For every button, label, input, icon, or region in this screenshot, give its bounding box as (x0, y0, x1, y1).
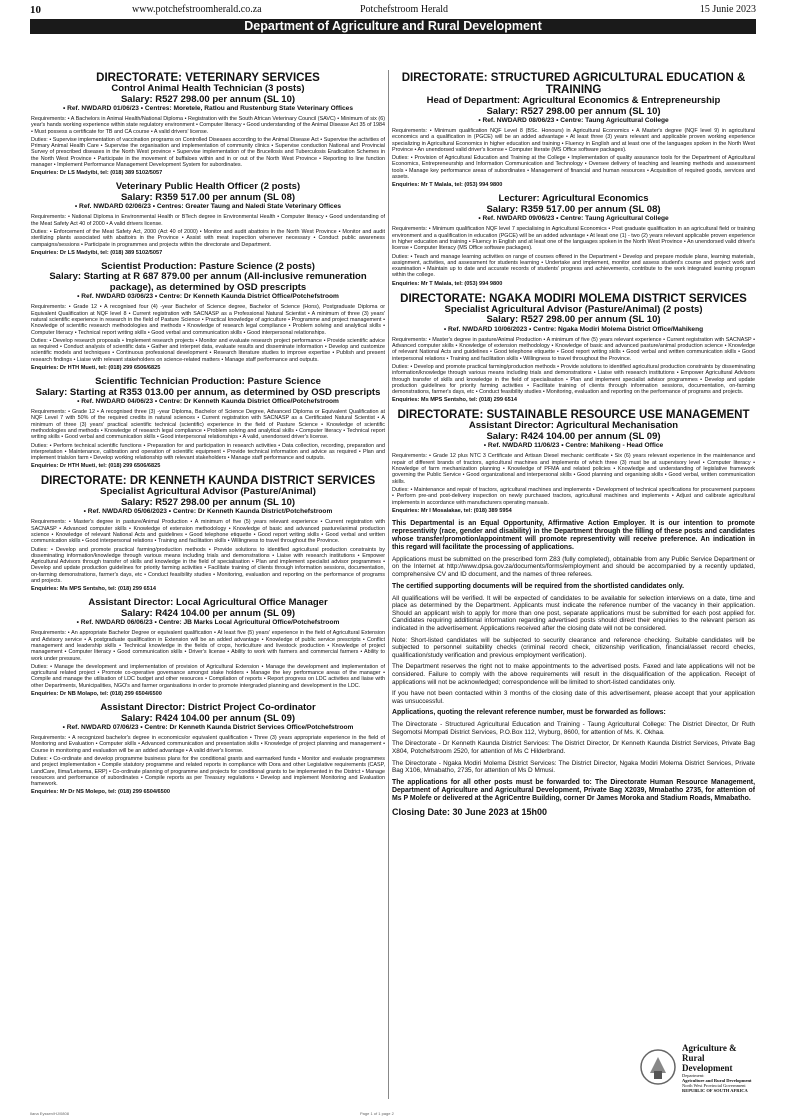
requirements: Requirements: • Minimum qualification NQF Level 8 (BSc. Honours) in Agricultural Economics • A Master's degree (NQF level 9) in agricultural economics and a qualification in (PGCE) will be an added advantage • At least three (3) years relevant and applicable proven working experience specializing in Agricultural Economics in higher education and training • Fluency in English and at least one of the languages spoken in the North West Province • An unendorsed valid driver's license • Computer literate (MS Office software packages). (392, 128, 755, 153)
page-number: 10 (30, 4, 41, 16)
right-column (392, 72, 755, 1101)
notice-paragraph: This Departmental is an Equal Opportunity, Affirmative Action Employer. It is our intention to promote representivity (race, gender and disability) in the Department through the filling of these posts and candidates whose transfer/promotion/appointment will promote representivity will receive preference. An indication in this regard will facilitate the processing of applications. (392, 519, 755, 551)
salary: Salary: R359 517.00 per annum (SL 08) (120, 191, 296, 203)
page-header (30, 4, 756, 18)
post-title: Control Animal Health Technician (3 posts) (111, 83, 305, 94)
notice-paragraph: Applications must be submitted on the prescribed form Z83 (fully completed), obtainable from any Public Service Department or on the Internet at http://www.dpsa.gov.za/documents/forms/employment and should be accompanied by a recently updated, comprehensive CV and ID document, and the names of three referees. (392, 555, 755, 578)
duties: Duties: • Perform technical scientific functions • Preparation for and participation in research activities • Data collection, recording, preparation and interpretation • Maintenance, calibration and operation of scientific equipment • Provide technical information and advice as required • Plan and implement trials/on farm • Develop working relationship with relevant stakeholders • Manage staff performance and outputs. (31, 442, 385, 462)
notice-paragraph: The Department reserves the right not to make appointments to the advertised posts. Faxed and late applications will not be considered. Failure to comply with the above requirements will result in the disqualification of the application. Receipt of applications will not be acknowledged; correspondence will be limited to short-listed candidates only. (392, 663, 755, 686)
duties: Duties: • Teach and manage learning activities on range of courses offered in the Department • Develop and prepare module plans, learning materials, assignment, activities, and assessment for students learning • Undertake and implement, monitor and assess student's course and project work and examination • Maintain up to date and accurate records of students' progress and achievements, contribute to the work integrated learning program within the college. (392, 253, 755, 279)
reference: • Ref. NWDARD 05/06/2023 • Centre: Dr Kenneth Kaunda District/Potchefstroom (83, 508, 333, 516)
reference: • Ref. NWDARD 07/06/23 • Centre: Dr Kenneth Kaunda District Services Office/Potchefstroom (62, 724, 354, 732)
requirements: Requirements: • An appropriate Bachelor Degree or equivalent qualification • At least five (5) years' experience in the field of Agricultural Extension and Advisory service • A postgraduate qualification in Extension will be an added advantage • Knowledge of public service prescripts • Conflict management and leadership skills • Technical knowledge in the fields of crops, horticulture and livestock production • Knowledge of project management • Computer literacy • Good communication skills • Driver's license • Ability to work with farmers and commercial farmers • Ability to work under pressure. (31, 630, 385, 662)
reference: • Ref. NWDARD 06/06/23 • Centre: JB Marks Local Agricultural Office/Potchefstroom (76, 619, 340, 627)
notice-paragraph: The Directorate - Ngaka Modiri Molema District Services: The District Director, Ngaka Modiri Molema District Services, Private Bag X106, Mmabatho, 2735, for attention of Ms D Mmusi. (392, 759, 755, 775)
coat-of-arms-icon (638, 1047, 678, 1087)
footer-code: Ilana Eyssen/HJ/0808 (30, 1111, 69, 1116)
reference: • Ref. NWDARD 02/06/23 • Centres: Greater Taung and Naledi State Veterinary Offices (74, 203, 342, 211)
requirements: Requirements: • A recognized bachelor's degree in economics/or equivalent qualification • Three (3) years appropriate experience in the field of Monitoring and Evaluation • Computer skills • Advanced communication and presentation skills • Knowledge of project planning and management • Course in monitoring and evaluation will be an added advantage • A valid driver's license. (31, 735, 385, 754)
job-post (392, 409, 755, 514)
duties: Duties: • Supervise implementation of vaccination programs on Controlled Diseases according to the Animal Disease Act • Supervise the activities of Primary Animal Health Care • Supervise the organisation and implementation of community clinics • Supervise conduction National and Provincial Survey of prescribed diseases in the North West province • Supervise implementation of the Brucellosis and Tuberculosis Eradication Schemes in the North West Province • Participate in the movement of buffaloes within and in or out of the North West Province • Reporting to line function manager • Implement Performance Management Development System for subordinates. (31, 136, 385, 169)
post-title: Assistant Director: Agricultural Mechanisation (468, 420, 679, 432)
reference: • Ref. NWDARD 01/06/23 • Centres: Moretele, Ratlou and Rustenburg State Veterinary Offices (62, 105, 354, 112)
closing-date: Closing Date: 30 June 2023 at 15h00 (392, 806, 548, 817)
requirements: Requirements: • Grade 12 • A recognised four (4) -year Bachelor of Science degree, Bachelor of Science (Hons), Postgraduate Diploma or Equivalent Qualification at NQF level 8 • Current registration with SACNASP as a Professional Natural Scientist • A minimum of three (3) years' natural scientific experience in research in the field of Pasture Science • Practical knowledge of agriculture • Programme and project management • Knowledge of scientific research methodologies and methods • Knowledge of research legal compliance • Problem solving and analytical skills • Computer literacy • Technical report writing skills • Good verbal and communication skills • Good interpersonal relationships. (31, 304, 385, 336)
enquiries: Enquiries: Dr LS Madyibi, tel: (018) 389 5102/5057 (31, 249, 163, 256)
notice-paragraph: The applications for all other posts must be forwarded to: The Directorate Human Resource Management, Department of Agriculture and Agricultural Development, Private Bag X2039, Mmabatho 2735, for attention of Ms P Molefe or delivered at the AgriCentre Building, corner Dr James Moroka and Stadium Roads, Mmabatho. (392, 778, 755, 802)
reference: • Ref. NWDARD 08/06/23 • Centre: Taung Agricultural College (478, 117, 669, 124)
logo-line1: Agriculture & (682, 1043, 737, 1053)
enquiries: Enquiries: Mr T Malala, tel: (053) 994 9800 (392, 280, 503, 287)
paper-name: Potchefstroom Herald (360, 4, 449, 15)
directorate-title: DIRECTORATE: VETERINARY SERVICES (96, 72, 320, 84)
job-post (31, 377, 385, 470)
requirements: Requirements: • A Bachelors in Animal Health/National Diploma • Registration with the South African Veterinary Council (SAVC) • Minimum of six (6) year's hands working experience within state regulatory environment • Computer literacy • Good understanding of the Animal Disease Act 35 of 1984 • Must possess a certificate for TB and CA course • A valid drivers' license. (31, 116, 385, 135)
requirements: Requirements: • National Diploma in Environmental Health or BTech degree in Environmental Health • Computer literacy • Good understanding of the Meat Safety Act 40 of 2000 • A valid drivers license. (31, 214, 385, 227)
notice-paragraph: Note: Short-listed candidates will be subjected to security clearance and reference checking. Suitable candidates will be subjected to personnel suitability checks (criminal record check, citizenship verification, financial/asset record checks, qualification/study verification and previous employment verification). (392, 636, 755, 659)
job-post (392, 194, 755, 287)
salary: Salary: Starting at R353 013.00 per annum, as determined by OSD prescripts (35, 386, 381, 398)
salary: Salary: Starting at R 687 879.00 per annum (All-inclusive remuneration package), as determined by OSD prescripts (49, 271, 367, 293)
requirements: Requirements: • Grade 12 • A recognised three (3) -year Diploma, Bachelor of Science Degree, Advanced Diploma or Equivalent Qualification at NQF Level 7 with 50% of the required credits in natural sciences • Current registration with SACNASP as a Certificated Natural Scientist • A minimum of three (3) years' practical scientific technical (scientific) experience in the field of Pasture Science • Knowledge of scientific methodologies and methods • Knowledge of research legal compliance • Problem solving and analytical skills • Computer literacy • Technical report writing skills • Good verbal and communication skills • Good interpersonal relationships • A valid, unendorsed driver's license. (31, 409, 385, 441)
post-title: Scientific Technician Production: Pasture Science (95, 376, 321, 388)
job-post (392, 293, 755, 405)
logo-line3: Department: (682, 1073, 705, 1078)
job-post (31, 72, 385, 177)
post-title: Veterinary Public Health Officer (2 posts) (115, 181, 301, 193)
salary: Salary: R527 298.00 per annum (SL 10) (486, 105, 661, 117)
notice-paragraph: If you have not been contacted within 3 months of the closing date of this advertisement, please accept that your application was unsuccessful. (392, 690, 755, 705)
enquiries: Enquiries: Mr Dr NS Molepo, tel: (018) 299 6504/6500 (31, 789, 170, 796)
directorate-title: DIRECTORATE: NGAKA MODIRI MOLEMA DISTRICT SERVICES (400, 292, 747, 305)
job-post (31, 475, 385, 593)
left-column (31, 72, 385, 1101)
enquiries: Enquiries: Ms MPS Sentsho, tel: (018) 299 6514 (31, 586, 156, 593)
requirements: Requirements: • Master's degree in pasture/Animal Production • A minimum of five (5) years relevant experience • Current registration with SACNASP • Advanced computer skills • Knowledge of extension methodology • Knowledge of basic and advanced pasture/animal production science • Knowledge of relevant National Acts and guidelines • Good telephone etiquette • Good report writing skills • Good verbal and written communication skills • Good interpersonal relations • Training and facilitation skills • Willingness to travel throughout the Province. (31, 519, 385, 545)
enquiries: Enquiries: Dr HTH Mueti, tel: (018) 299 6506/6825 (31, 463, 161, 470)
post-title: Specialist Agricultural Advisor (Pasture/Animal) (100, 486, 316, 498)
requirements: Requirements: • Minimum qualification NQF level 7 specialising in Agricultural Economics • Post graduate qualification in an agricultural field or training environment and a qualification in education (PGCE) will be an added advantage • At least one (1) - two (2) years relevant applicable proven experience in higher education and training • Fluency in English and at least one of the languages spoken in the North West Province • An unendorsed valid driver's license • Computer literacy (MS Office software packages). (392, 226, 755, 252)
logo-line4: Agriculture and Rural Development (682, 1078, 752, 1083)
requirements: Requirements: • Master's degree in pasture/Animal Production • A minimum of five (5) years relevant experience • Current registration with SACNASP • Advanced computer skills • Knowledge of extension methodology • Knowledge of basic and advanced pasture/animal production science • Knowledge of relevant National Acts and guidelines • Good telephone etiquette • Good report writing skills • Good verbal and written communication skills • Good interpersonal relations • Training and facilitation skills • Willingness to travel throughout the Province. (392, 336, 755, 362)
column-divider (388, 70, 389, 1099)
enquiries: Enquiries: Dr HTH Mueti, tel: (018) 299 6506/6825 (31, 365, 161, 372)
duties: Duties: • Develop and promote practical farming/production methods • Provide solutions to identified agricultural production constraints by disseminating information/knowledge through various means including trials and demonstrations • Liaise with research institutions • Empower Agricultural Advisors through transfer of skills and knowledge in the field of specialisation • Plan and implement specialist advisor programmes • Develop and update production guidelines for priority farming activities • Facilitate training of clients through information sessions, documentation, on-farming demonstrations, farmer's days, etc • Conduct feasibility studies • Monitoring, evaluation and reporting on the performance of programs and projects. (392, 363, 755, 396)
enquiries: Enquiries: Dr NB Molapo, tel: (018) 299 6504/6500 (31, 691, 162, 698)
duties: Duties: • Manage the development and implementation of provision of Agricultural Extension • Manage the development and implementation of agricultural related project • Promote co-operative governance amongst stake holders • Manage the key performance areas of the manager • Compile and manage the utilisation of LDC budget and other resources • Compilation of reports • Report progress on LDC activities and liaise with other Departments, Municipalities, NGO's and farmer organisations in order to promote intergraded planning and development in the LDC. (31, 663, 385, 689)
reference: • Ref. NWDARD 11/06/23 • Centre: Mahikeng - Head Office (483, 442, 664, 450)
department-logo (638, 1043, 756, 1095)
job-post (31, 703, 385, 796)
job-post (31, 598, 385, 698)
issue-date: 15 Junie 2023 (699, 4, 756, 15)
duties: Duties: • Develop and promote practical farming/production methods • Provide solutions to identified agricultural production constraints by disseminating information/knowledge through various means including trials and demonstrations • Liaise with research institutions • Empower Agricultural Advisors through transfer of skills and knowledge in the field of specialisation • Plan and implement specialist advisor programmes • Develop and update production guidelines for priority farming activities • Facilitate training of clients through information sessions, documentation, on-farming demonstrations, farmer's days, etc • Conduct feasibility studies • Monitoring, evaluation and reporting on the performance of programs and projects. (31, 546, 385, 585)
notice-paragraph: The Directorate - Dr Kenneth Kaunda District Services: The District Director, Dr Kenneth Kaunda District Services, Private Bag X804, Potchefstroom 2520, for attention of Ms C Hilderbrand. (392, 740, 755, 756)
salary: Salary: R424 104.00 per annum (SL 09) (120, 712, 296, 724)
duties: Duties: • Co-ordinate and develop programme business plans for the conditional grants and earmarked funds • Monitor and evaluate programmes and project implementation • Compile statutory programme and related reports in compliance with Dora and other Legislative requirements (CASP, LandCare, Ilima/Letsema, ERP) • Co-ordinate planning of programme and projects for conditional grants to be implemented in the District • Manage resources and performance of subordinates • Compile reports as per Treasury regulations • Develop and implement Monitoring and Evaluation framework. (31, 755, 385, 788)
salary: Salary: R359 517.00 per annum (SL 08) (486, 203, 661, 215)
duties: Duties: • Develop research proposals • Implement research projects • Monitor and evaluate research project performance • Provide scientific advice as required • Conduct analysis of scientific data • Gather and interpret data, evaluate results and disseminate information • Develop and customize scientific models and techniques • Continuous professional development • Research literature studies to improve expertise • Publish and present research findings • Liaise with relevant stakeholders on science-related matters • Manage staff performance and outputs. (31, 337, 385, 363)
logo-line5: North West Provincial Government (682, 1083, 746, 1088)
notice-paragraph: All qualifications will be verified. It will be expected of candidates to be available for selection interviews on a date, time and place as determined by the Department. Applicants must indicate the reference number of the vacancy in their application. Should an applicant wish to apply for more than one post, separate applications must be submitted for each post applied for. Candidates requiring additional information regarding advertised posts should direct their enquiries to the relevant person as indicated in the advertisement. Applications received after the closing date will not be considered. (392, 594, 755, 632)
post-title: Head of Department: Agricultural Economics & Entrepreneurship (426, 95, 721, 106)
directorate-title: DIRECTORATE: STRUCTURED AGRICULTURAL EDUCATION & TRAINING (401, 72, 746, 96)
notice-paragraph: The certified supporting documents will be required from the shortlisted candidates only. (392, 582, 684, 590)
notice-paragraph: The Directorate - Structured Agricultural Education and Training - Taung Agricultural College: The District Director, Dr Ruth Segomotsi Mompati District Services, P.O.Box 112, Vryburg, 8600, for attention of Ms. K. Okhaa. (392, 721, 755, 736)
directorate-title: DIRECTORATE: DR KENNETH KAUNDA DISTRICT SERVICES (40, 475, 376, 488)
directorate-title: DIRECTORATE: SUSTAINABLE RESOURCE USE MANAGEMENT (397, 409, 750, 422)
post-title: Lecturer: Agricultural Economics (498, 193, 649, 205)
salary: Salary: R424 104.00 per annum (SL 09) (120, 607, 296, 619)
logo-line2: Rural Development (682, 1053, 733, 1073)
enquiries: Enquiries: Ms MPS Sentsho, tel: (018) 299 6514 (392, 397, 517, 404)
enquiries: Enquiries: Mr T Malala, tel: (053) 994 9800 (392, 182, 503, 189)
duties: Duties: • Maintenance and repair of tractors, agricultural machines and implements • Development of technical specifications for procurement purposes • Perform pre-and post-delivery inspection on newly purchased tractors, agricultural machines and implements • Adjust and calibrate agricultural implements in accordance with manufacturers operating manuals. (392, 486, 755, 506)
logo-line6: REPUBLIC OF SOUTH AFRICA (682, 1088, 748, 1093)
job-post (392, 72, 755, 189)
reference: • Ref. NWDARD 10/06/2023 • Centre: Ngaka Modiri Molema District Office/Mahikeng (443, 325, 704, 333)
salary: Salary: R527 298.00 per annum (SL 10) (120, 496, 296, 508)
reference: • Ref. NWDARD 04/06/23 • Centre: Dr Kenneth Kaunda District Office/Potchefstroom (77, 398, 339, 406)
salary: Salary: R424 104.00 per annum (SL 09) (486, 430, 661, 442)
requirements: Requirements: • Grade 12 plus NTC 3 Certificate and Artisan Diesel mechanic certificate • Six (6) years relevant experience in the maintenance and repair of different brands of tractors, agricultural machines and implements of which three (3) must be at supervisory level • Computer literacy • Knowledge of farm mechanization planning • Knowledge of PFMA and related policies • Knowledge and understanding of legislative framework governing the Public Service • Good organizational and interpersonal skills • Good planning and organising skills • Good verbal, written communication skills. (392, 453, 755, 485)
site-url: www.potchefstroomherald.co.za (132, 4, 262, 15)
notice-paragraph: Applications, quoting the relevant reference number, must be forwarded as follows: (392, 709, 666, 717)
post-title: Assistant Director: Local Agricultural Office Manager (88, 597, 328, 609)
reference: • Ref. NWDARD 03/06/23 • Centre: Dr Kenneth Kaunda District Office/Potchefstroom (77, 293, 339, 301)
duties: Duties: • Provision of Agricultural Education and Training at the College • Implementation of quality assurance tools for the Department of Agricultural Economics, Entrepreneurship and Information Communication and Technology • Oversee delivery of teaching and learning methods and assessment tools • Manage key performance areas of subordinates • Management of financial and human resources • Acquisition of required goods, services and assets. (392, 155, 755, 181)
post-title: Scientist Production: Pasture Science (2 posts) (101, 260, 315, 272)
duties: Duties: • Enforcement of the Meat Safety Act, 2000 (Act 40 of 2000) • Monitor and audit abattoirs in the North West Province • Monitor and audit sterilizing plants associated with abattoirs in the Province • Assist with meat inspection whenever necessary • Conduct public awareness campaigns/sessions • Participate in programmes and projects within the directorate and Department. (31, 228, 385, 248)
enquiries: Enquiries: Dr LS Madyibi, tel: (018) 389 5102/5057 (31, 170, 163, 177)
job-post (31, 182, 385, 256)
reference: • Ref. NWDARD 09/06/23 • Centre: Taung Agricultural College (478, 215, 669, 223)
enquiries: Enquiries: Mr I Mosalakae, tel: (018) 389 5954 (392, 507, 512, 514)
footer-page: Page 1 of 1 page 2 (360, 1111, 394, 1116)
department-banner: Department of Agriculture and Rural Development (30, 19, 756, 34)
salary: Salary: R527 298.00 per annum (SL 10) (486, 314, 661, 326)
post-title: Assistant Director: District Project Co-ordinator (100, 702, 316, 714)
post-title: Specialist Agricultural Advisor (Pasture/Animal) (2 posts) (444, 303, 703, 315)
salary: Salary: R527 298.00 per annum (SL 10) (120, 93, 296, 105)
job-post (31, 262, 385, 372)
